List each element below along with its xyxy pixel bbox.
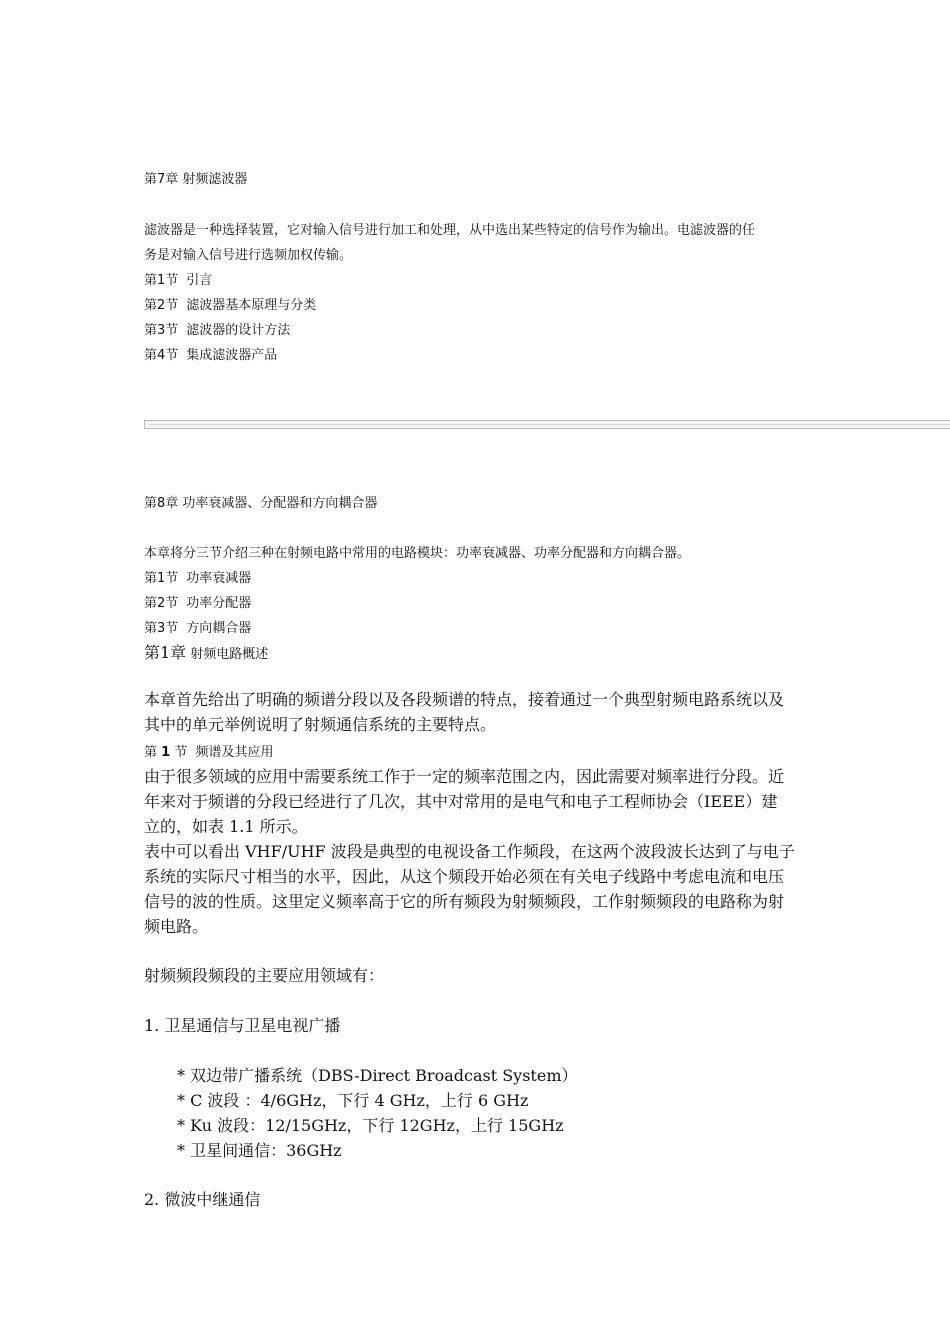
list-subitem: * 双边带广播系统（DBS-Direct Broadcast System） xyxy=(177,1066,578,1085)
section-prefix: 第2节 xyxy=(144,596,179,611)
chapter7-intro-line2: 务是对输入信号进行选频加权传输。 xyxy=(144,248,353,263)
section-title: 引言 xyxy=(186,273,213,288)
para2-line3: 信号的波的性质。这里定义频率高于它的所有频段为射频频段，工作射频频段的电路称为射 xyxy=(144,892,785,911)
chapter1-heading xyxy=(144,640,268,667)
chapter8-intro: 本章将分三节介绍三种在射频电路中常用的电路模块：功率衰减器、功率分配器和方向耦合器。 xyxy=(144,546,691,561)
section-prefix-b: 节 xyxy=(174,745,188,760)
applications-heading: 射频频段频段的主要应用领域有： xyxy=(144,966,385,985)
chapter7-section-3[interactable] xyxy=(144,318,290,343)
section-number: 1 xyxy=(161,745,171,760)
chapter7-heading: 第7章 射频滤波器 xyxy=(144,172,248,187)
section-prefix-a: 第 xyxy=(144,745,158,760)
section-prefix: 第1节 xyxy=(144,571,179,586)
chapter8-section-1[interactable] xyxy=(144,566,251,591)
chapter8-heading: 第8章 功率衰减器、分配器和方向耦合器 xyxy=(144,496,378,511)
list-subitem: * 卫星间通信：36GHz xyxy=(177,1141,342,1160)
section-prefix: 第1节 xyxy=(144,273,179,288)
section-title: 滤波器基本原理与分类 xyxy=(186,298,317,313)
chapter7-section-1[interactable] xyxy=(144,268,212,293)
chapter1-heading-prefix: 第1章 xyxy=(144,643,187,662)
para1-line2: 年来对于频谱的分段已经进行了几次，其中对常用的是电气和电子工程师协会（IEEE）建 xyxy=(144,792,778,811)
section-prefix: 第4节 xyxy=(144,348,179,363)
list-subitem: * Ku 波段：12/15GHz，下行 12GHz，上行 15GHz xyxy=(177,1116,564,1135)
section-prefix: 第3节 xyxy=(144,621,179,636)
para2-line1: 表中可以看出 VHF/UHF 波段是典型的电视设备工作频段，在这两个波段波长达到了与电子 xyxy=(144,842,795,861)
section-prefix: 第2节 xyxy=(144,298,179,313)
para1-line3: 立的，如表 1.1 所示。 xyxy=(144,817,308,836)
chapter7-section-4[interactable] xyxy=(144,343,277,368)
section-title: 滤波器的设计方法 xyxy=(186,323,291,338)
chapter7-intro-line1: 滤波器是一种选择装置，它对输入信号进行加工和处理，从中选出某些特定的信号作为输出。电滤波器的任 xyxy=(144,223,756,238)
chapter8-section-2[interactable] xyxy=(144,591,251,616)
para2-line2: 系统的实际尺寸相当的水平，因此，从这个频段开始必须在有关电子线路中考虑电流和电压 xyxy=(144,867,785,886)
chapter7-section-2[interactable] xyxy=(144,293,316,318)
chapter1-intro-line1: 本章首先给出了明确的频谱分段以及各段频谱的特点，接着通过一个典型射频电路系统以及 xyxy=(144,690,785,709)
para2-line4: 频电路。 xyxy=(144,917,209,936)
chapter1-section1-heading[interactable] xyxy=(144,740,274,765)
section-title: 功率分配器 xyxy=(186,596,252,611)
section-title: 方向耦合器 xyxy=(186,621,252,636)
list-item-2: 2. 微波中继通信 xyxy=(144,1190,261,1209)
para1-line1: 由于很多领域的应用中需要系统工作于一定的频率范围之内，因此需要对频率进行分段。近 xyxy=(144,767,785,786)
horizontal-divider xyxy=(144,420,950,429)
section-title: 频谱及其应用 xyxy=(195,745,274,760)
chapter1-intro-line2: 其中的单元举例说明了射频通信系统的主要特点。 xyxy=(144,715,497,734)
chapter8-section-3[interactable] xyxy=(144,616,251,641)
list-item-1: 1. 卫星通信与卫星电视广播 xyxy=(144,1016,341,1035)
chapter1-heading-title: 射频电路概述 xyxy=(190,647,269,662)
section-title: 功率衰减器 xyxy=(186,571,252,586)
list-subitem: * C 波段 ：4/6GHz，下行 4 GHz，上行 6 GHz xyxy=(177,1091,529,1110)
section-prefix: 第3节 xyxy=(144,323,179,338)
section-title: 集成滤波器产品 xyxy=(186,348,278,363)
